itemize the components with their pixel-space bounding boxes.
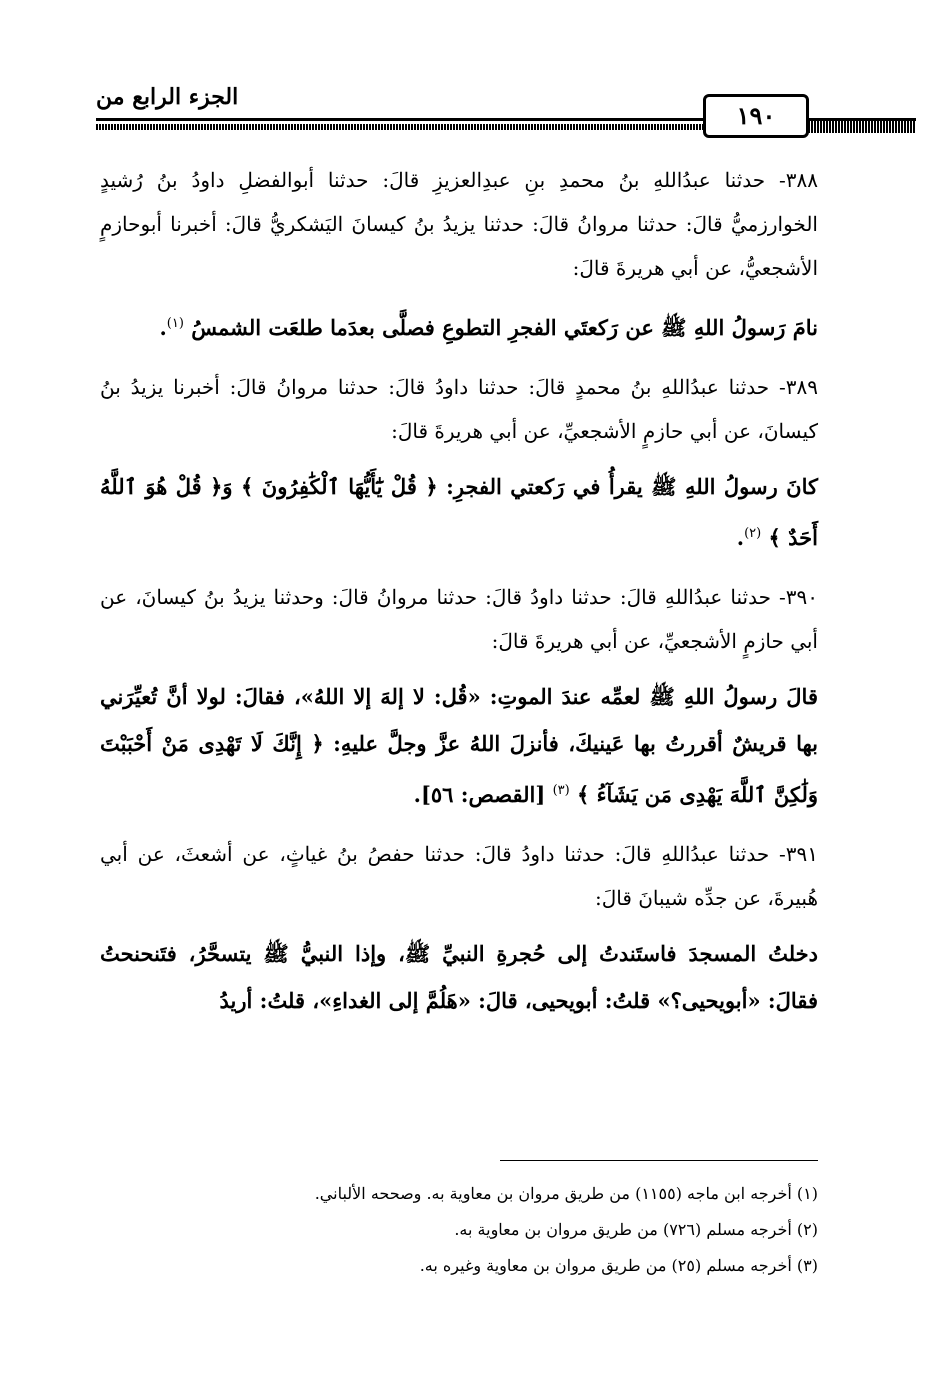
page-header <box>96 78 816 138</box>
matn-tail: . <box>159 315 167 340</box>
hadith-391-isnad: ٣٩١- حدثنا عبدُاللهِ قالَ: حدثنا داودُ قالَ: حدثنا حفصُ بنُ غياثٍ، عن أشعثَ، عن أبي هُبيرةَ، عن جدِّه شيبانَ قالَ: <box>100 842 818 910</box>
hadith-391-matn: دخلتُ المسجدَ فاستَندتُ إلى حُجرةِ النبيِّ ﷺ، وإذا النبيُّ ﷺ يتسحَّرُ، فتَنحنحتُ فقالَ: «أبويحيى؟» قلتُ: أبويحيى، قالَ: «هَلُمَّ إلى الغداءِ»، قلتُ: أريدُ <box>100 941 818 1013</box>
hadith-388-matn <box>100 300 818 351</box>
hadith-390-isnad: ٣٩٠- حدثنا عبدُاللهِ قالَ: حدثنا داودُ قالَ: حدثنا مروانُ قالَ: وحدثنا يزيدُ بنُ كيسانَ، عن أبي حازمٍ الأشجعيِّ، عن أبي هريرةَ قالَ: <box>100 585 818 653</box>
page-number: ١٩٠ <box>703 94 809 138</box>
main-text <box>100 158 818 1024</box>
header-rule <box>96 118 720 121</box>
footnote-rule <box>500 1160 818 1161</box>
footnotes <box>300 1176 818 1284</box>
hadith-390-matn <box>100 673 818 818</box>
header-rule-hatch <box>96 124 720 130</box>
footnote-1: (١) أخرجه ابن ماجه (١١٥٥) من طريق مروان بن معاوية به. وصححه الألباني. <box>314 1184 818 1203</box>
matn-text: نامَ رَسولُ اللهِ ﷺ عن رَكعتَي الفجرِ التطوعِ فصلَّى بعدَما طلعَت الشمسُ <box>191 315 818 340</box>
matn-text: قالَ رسولُ اللهِ ﷺ لعمِّه عندَ الموتِ: «قُل: لا إلهَ إلا اللهُ»، فقالَ: لولا أنَّ تُعيِّرَني بها قريشٌ أقررتُ بها عَينيكَ، فأنزلَ اللهُ عزَّ وجلَّ عليهِ: ﴿ إِنَّكَ لَا تَهْدِى مَنْ أَحْبَبْتَ وَلَٰكِنَّ ٱللَّهَ يَهْدِى مَن يَشَآءُ ﴾ <box>100 684 818 807</box>
footnote-ref-3: (٣) <box>552 783 570 798</box>
hadith-389-matn <box>100 463 818 561</box>
footnote-ref-1: (١) <box>166 316 184 331</box>
matn-tail: . <box>736 525 745 550</box>
header-rule-right <box>808 118 916 133</box>
running-title: الجزء الرابع من <box>96 84 239 110</box>
hadith-388-isnad: ٣٨٨- حدثنا عبدُاللهِ بنُ محمدِ بنِ عبدِالعزيزِ قالَ: حدثنا أبوالفضلِ داودُ بنُ رُشيدٍ الخوارزميُّ قالَ: حدثنا مروانُ قالَ: حدثنا يزيدُ بنُ كيسانَ اليَشكريُّ قالَ: أخبرنا أبوحازمٍ الأشجعيُّ، عن أبي هريرةَ قالَ: <box>100 168 818 280</box>
footnote-2: (٢) أخرجه مسلم (٧٢٦) من طريق مروان بن معاوية به. <box>454 1220 818 1239</box>
matn-text: كانَ رسولُ اللهِ ﷺ يقرأُ في رَكعتي الفجرِ: ﴿ قُلْ يَٰٓأَيُّهَا ٱلْكَٰفِرُونَ ﴾ وَ﴿ قُلْ هُوَ ٱللَّهُ أَحَدٌ ﴾ <box>100 474 818 550</box>
footnote-ref-2: (٢) <box>744 526 762 541</box>
matn-tail: [القصص: ٥٦]. <box>413 782 553 807</box>
footnote-3: (٣) أخرجه مسلم (٢٥) من طريق مروان بن معاوية وغيره به. <box>419 1256 818 1275</box>
hadith-389-isnad: ٣٨٩- حدثنا عبدُاللهِ بنُ محمدٍ قالَ: حدثنا داودُ قالَ: حدثنا مروانُ قالَ: أخبرنا يزيدُ بنُ كيسانَ، عن أبي حازمٍ الأشجعيِّ، عن أبي هريرةَ قالَ: <box>100 375 818 443</box>
